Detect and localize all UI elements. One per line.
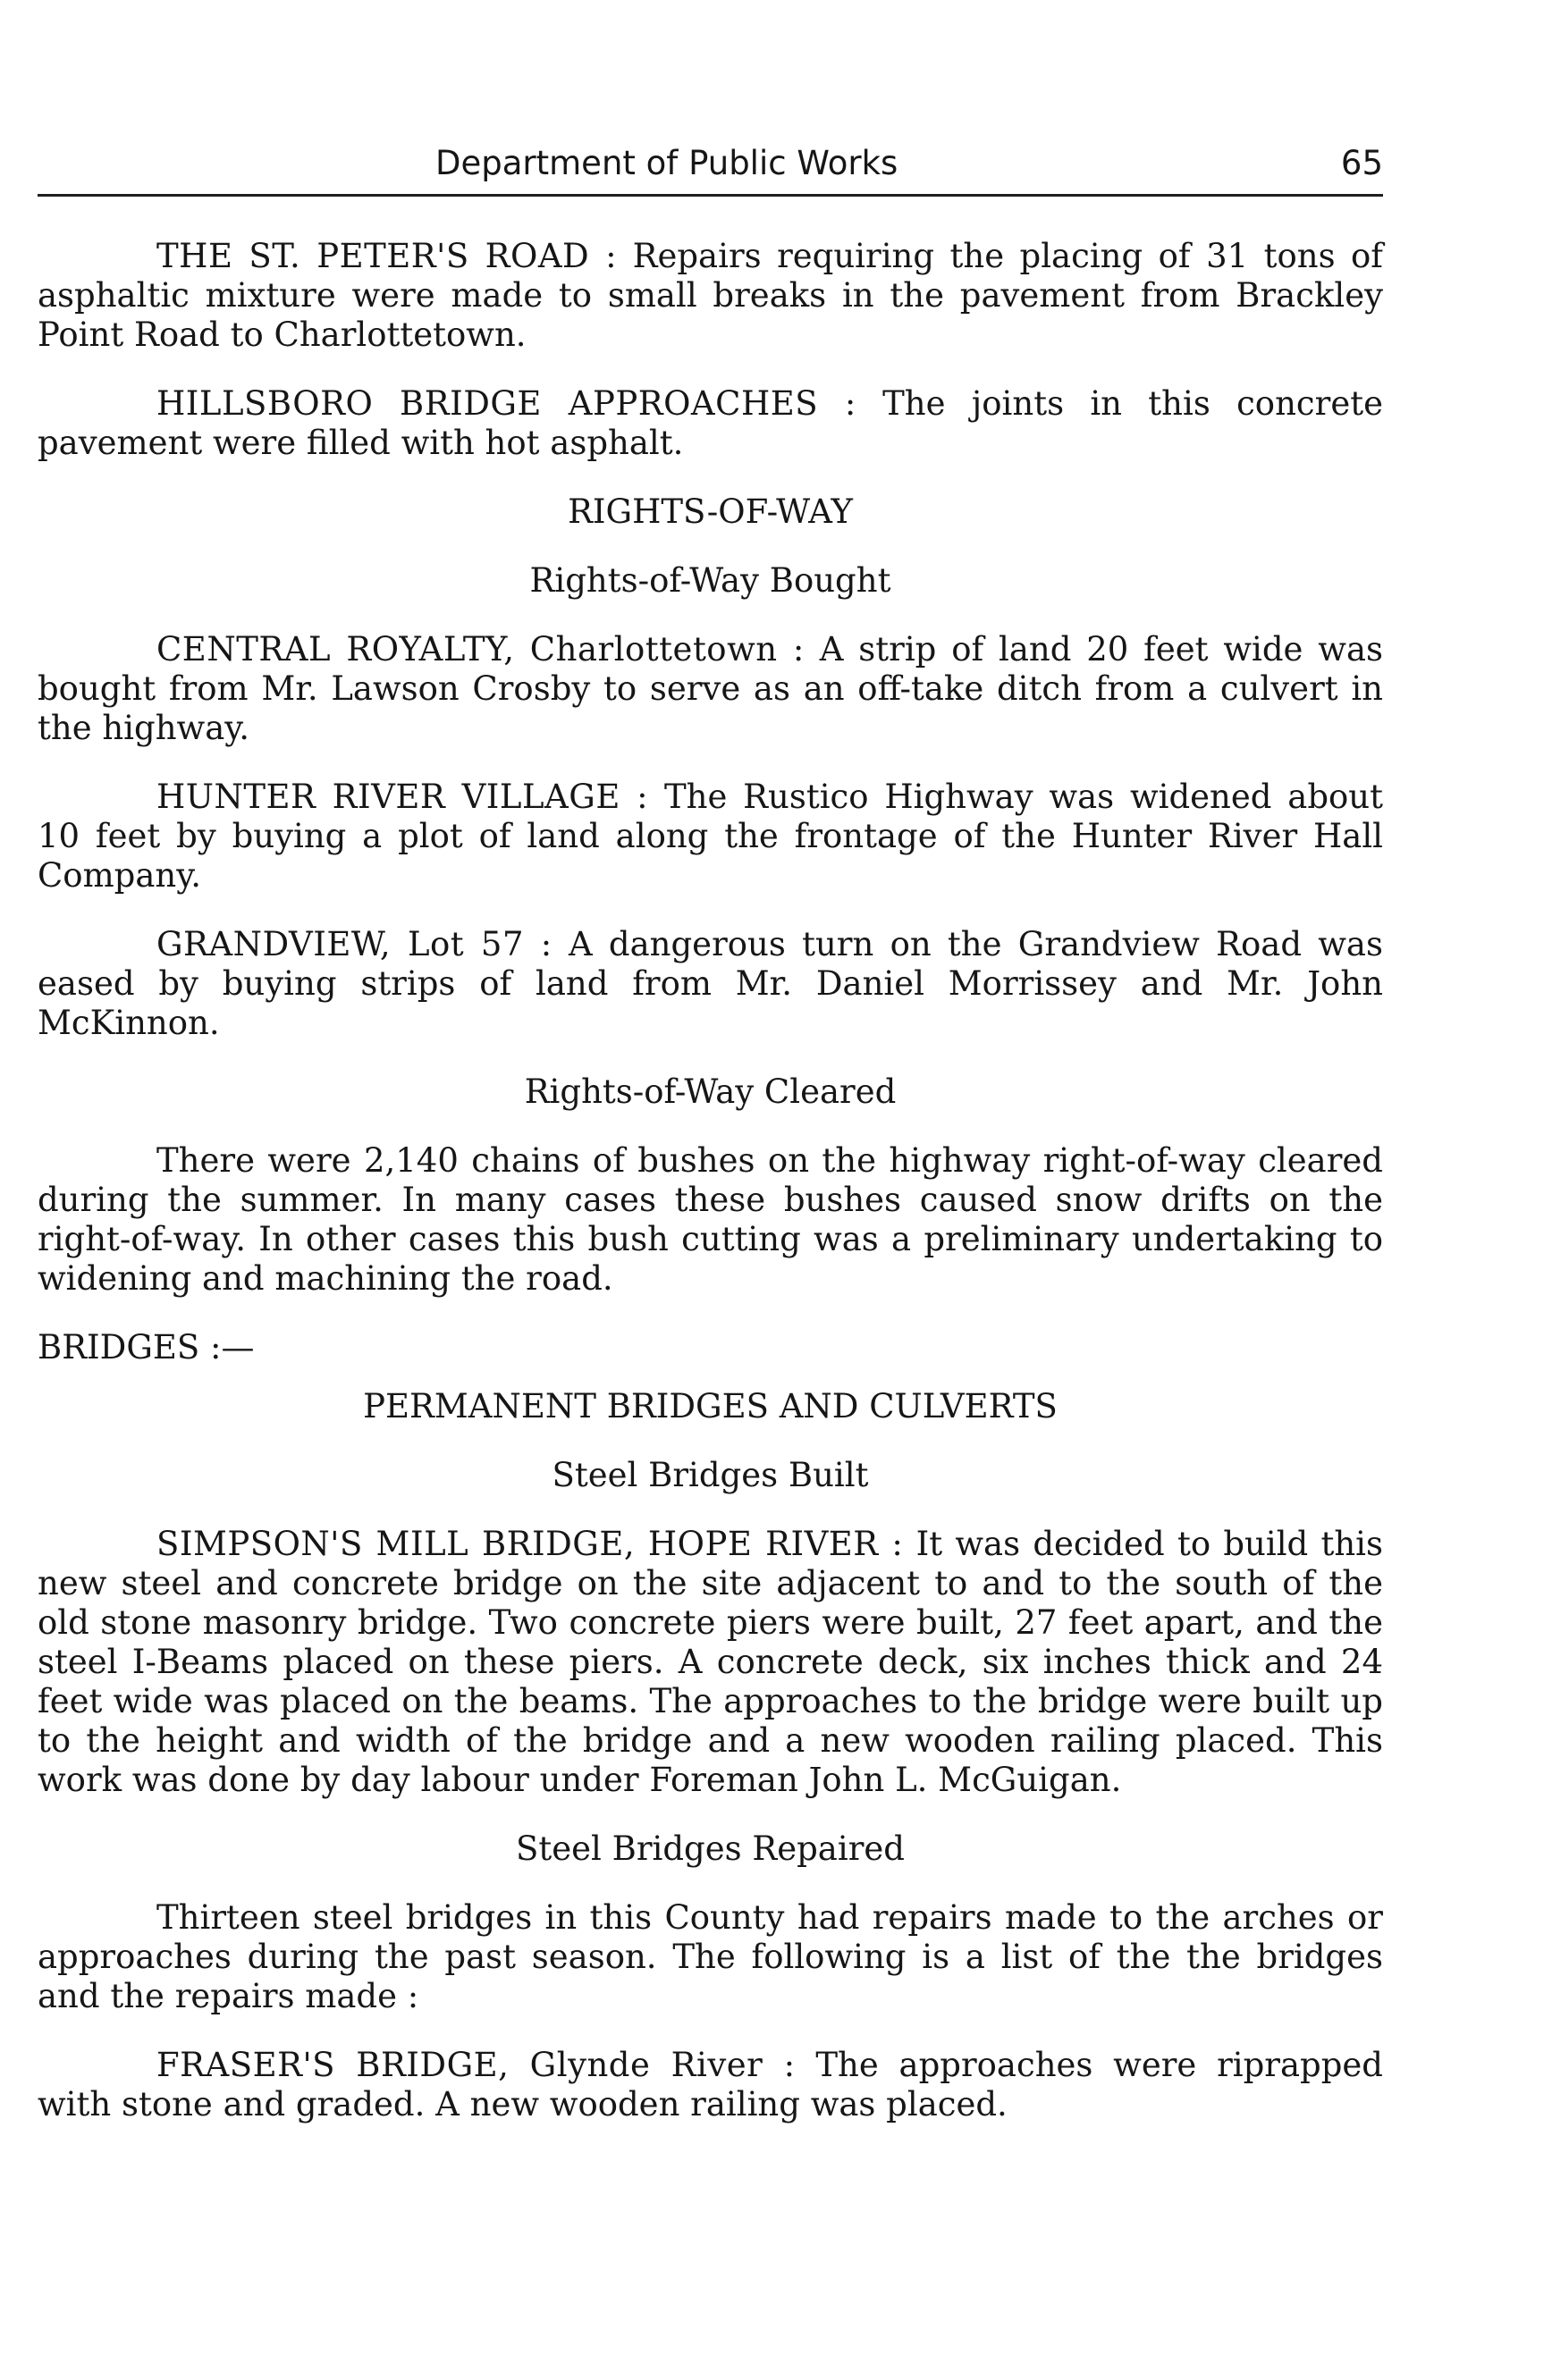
page-number: 65 xyxy=(1340,144,1383,182)
page-header xyxy=(38,141,1383,186)
paragraph-frasers-bridge xyxy=(38,2046,1383,2124)
subheading-steel-repaired: Steel Bridges Repaired xyxy=(516,1829,905,1868)
page-body xyxy=(38,237,1383,2124)
bridges-label: BRIDGES :— xyxy=(38,1328,255,1367)
header-rule xyxy=(38,194,1383,197)
entry-lead: CENTRAL ROYALTY, Charlottetown : xyxy=(156,630,805,669)
entry-lead: SIMPSON'S MILL BRIDGE, HOPE RIVER : xyxy=(156,1525,904,1563)
entry-lead: THE ST. PETER'S ROAD : xyxy=(156,237,618,275)
subheading-steel-built: Steel Bridges Built xyxy=(552,1456,869,1494)
running-header-title: Department of Public Works xyxy=(435,144,898,182)
entry-text: The approaches were riprapped with stone and graded. A new wooden railing was placed. xyxy=(38,2046,1383,2123)
paragraph-hunter-river xyxy=(38,778,1383,896)
entry-text: The joints in this concrete pavement were filled with hot asphalt. xyxy=(38,384,1383,462)
paragraph-simpsons-mill xyxy=(38,1525,1383,1800)
paragraph-cleared: There were 2,140 chains of bushes on the highway right-of-way cleared during the summer. In many cases these bushes caused snow drifts on the right-of-way. In other cases this bush cutting was a preliminary undertaking to widening and machining the road. xyxy=(38,1141,1383,1298)
entry-text: The Rustico Highway was widened about 10 feet by buying a plot of land along the frontage of the Hunter River Hall Company. xyxy=(38,778,1383,895)
section-heading-rights-of-way: RIGHTS-OF-WAY xyxy=(568,492,853,531)
entry-lead: HILLSBORO BRIDGE APPROACHES : xyxy=(156,384,856,423)
entry-text: Repairs requiring the placing of 31 tons of asphaltic mixture were made to small breaks in the pavement from Brackley Point Road to Charlottetown. xyxy=(38,237,1383,354)
entry-text: A dangerous turn on the Grandview Road was eased by buying strips of land from Mr. Daniel Morrissey and Mr. John McKinnon. xyxy=(38,925,1383,1042)
paragraph-grandview xyxy=(38,925,1383,1043)
paragraph-st-peters-road xyxy=(38,237,1383,355)
subheading-rights-cleared: Rights-of-Way Cleared xyxy=(524,1072,897,1111)
subheading-rights-bought: Rights-of-Way Bought xyxy=(529,561,891,600)
entry-text: It was decided to build this new steel and concrete bridge on the site adjacent to and to the south of the old stone masonry bridge. Two concrete piers were built, 27 feet apart, and the steel I-Beams placed on these piers. A concrete deck, six inches thick and 24 feet wide was placed on the beams. The approaches to the bridge were built up to the height and width of the bridge and a new wooden railing placed. This work was done by day labour under Foreman John L. McGuigan. xyxy=(38,1525,1383,1799)
entry-lead: FRASER'S BRIDGE, Glynde River : xyxy=(156,2046,796,2084)
entry-lead: GRANDVIEW, Lot 57 : xyxy=(156,925,552,963)
paragraph-steel-repaired: Thirteen steel bridges in this County had repairs made to the arches or approaches during the past season. The following is a list of the the bridges and the repairs made : xyxy=(38,1898,1383,2015)
entry-lead: HUNTER RIVER VILLAGE : xyxy=(156,778,649,816)
entry-text: A strip of land 20 feet wide was bought from Mr. Lawson Crosby to serve as an off-take ditch from a culvert in the highway. xyxy=(38,630,1383,747)
paragraph-hillsboro-bridge xyxy=(38,384,1383,463)
paragraph-central-royalty xyxy=(38,630,1383,748)
section-heading-permanent-bridges: PERMANENT BRIDGES AND CULVERTS xyxy=(363,1387,1058,1425)
